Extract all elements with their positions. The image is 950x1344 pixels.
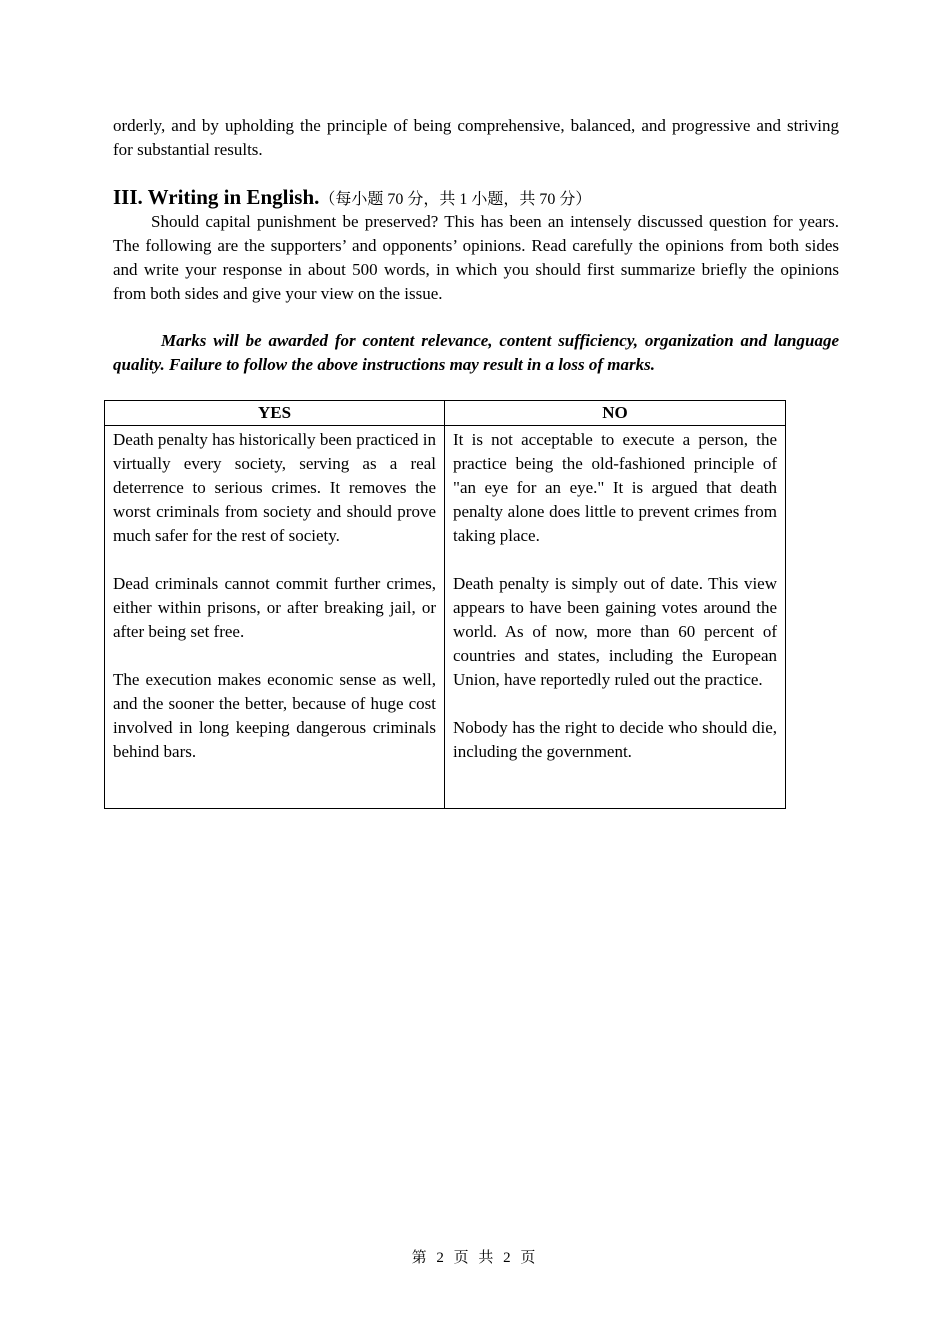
no-opinion: It is not acceptable to execute a person, the practice being the old-fashioned principle of "an eye for an eye." It is argued that death penalty alone does little to prevent crimes from taking place. <box>453 430 777 545</box>
marks-note: Marks will be awarded for content relevance, content sufficiency, organization and language quality. Failure to follow the above instructions may result in a loss of marks. <box>113 331 839 374</box>
scoring-note: （每小题 70 分，共 1 小题，共 70 分） <box>319 191 592 208</box>
no-column-header: NO <box>445 401 786 426</box>
section-title: III. Writing in English. <box>113 185 320 209</box>
section-heading <box>113 184 853 213</box>
yes-opinion: Death penalty has historically been practiced in virtually every society, serving as a real deterrence to serious crimes. It removes the worst criminals from society and should prove much safer for the rest of society. <box>113 430 436 545</box>
page-number-footer: 第 2 页 共 2 页 <box>411 1250 539 1266</box>
continued-paragraph: orderly, and by upholding the principle of being comprehensive, balanced, and progressive and striving for substantial results. <box>113 116 839 159</box>
no-opinion: Death penalty is simply out of date. This view appears to have been gaining votes around the world. As of now, more than 60 percent of countries and states, including the European Union, have reportedly ruled out the practice. <box>453 574 777 689</box>
no-opinions-cell <box>445 426 786 809</box>
yes-opinion: The execution makes economic sense as well, and the sooner the better, because of huge cost involved in long keeping dangerous criminals behind bars. <box>113 670 436 761</box>
task-instructions: Should capital punishment be preserved? This has been an intensely discussed question for years. The following are the supporters’ and opponents’ opinions. Read carefully the opinions from both sides and write your response in about 500 words, in which you should first summarize briefly the opinions from both sides and give your view on the issue. <box>113 212 839 303</box>
table-header-row <box>105 401 786 426</box>
yes-column-header: YES <box>105 401 445 426</box>
no-opinion: Nobody has the right to decide who should die, including the government. <box>453 718 777 761</box>
opinions-table <box>104 400 786 809</box>
yes-opinions-cell <box>105 426 445 809</box>
table-row <box>105 426 786 809</box>
yes-opinion: Dead criminals cannot commit further crimes, either within prisons, or after breaking jail, or after being set free. <box>113 574 436 641</box>
